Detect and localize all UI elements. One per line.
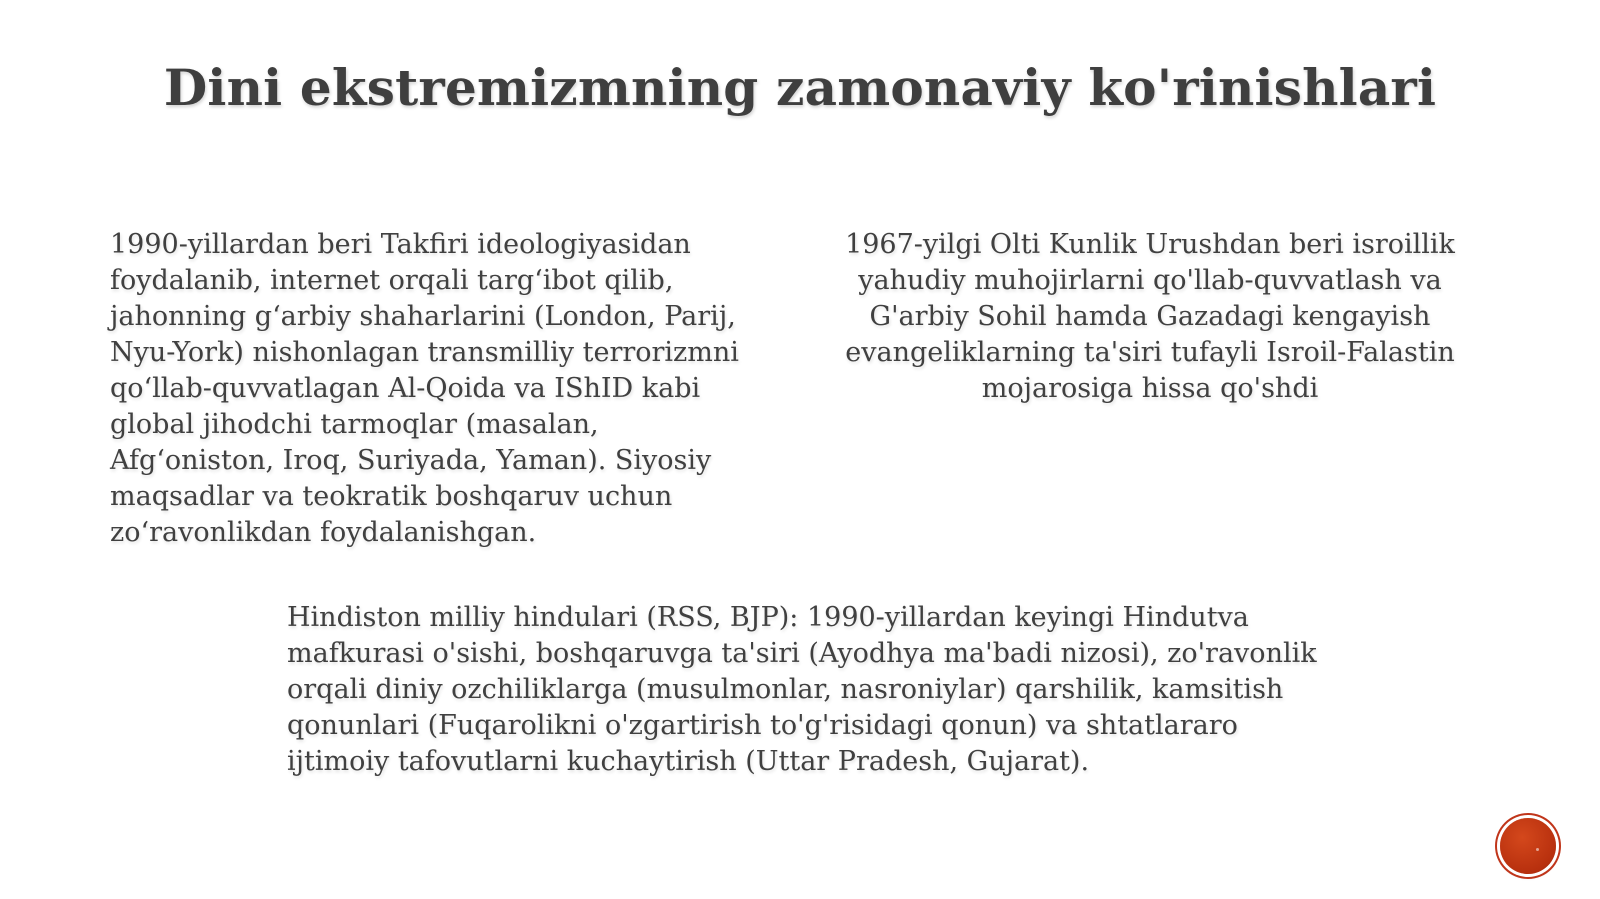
next-slide-circle-icon[interactable] bbox=[1500, 818, 1556, 874]
bottom-text-block: Hindiston milliy hindulari (RSS, BJP): 1990-yillardan keyingi Hindutva mafkurasi o'sishi, boshqaruvga ta'siri (Ayodhya ma'badi nizosi), zo'ravonlik orqali diniy ozchiliklarga (musulmonlar, nasroniylar) qarshilik, kamsitish qonunlari (Fuqarolikni o'zgartirish to'g'risidagi qonun) va shtatlararo ijtimoiy tafovutlarni kuchaytirish (Uttar Pradesh, Gujarat). bbox=[287, 602, 1317, 777]
slide-title: Dini ekstremizmning zamonaviy ko'rinishlari bbox=[163, 58, 1437, 117]
left-text-block: 1990-yillardan beri Takfiri ideologiyasidan foydalanib, internet orqali targ‘ibot qilib, jahonning g‘arbiy shaharlarini (London, Parij, Nyu-York) nishonlagan transmilliy terrorizmni qo‘llab-quvvatlagan Al-Qoida va IShID kabi global jihodchi tarmoqlar (masalan, Afg‘oniston, Iroq, Suriyada, Yaman). Siyosiy maqsadlar va teokratik boshqaruv uchun zo‘ravonlikdan foydalanishgan. bbox=[110, 229, 739, 548]
right-text-block: 1967-yilgi Olti Kunlik Urushdan beri isroillik yahudiy muhojirlarni qo'llab-quvvatlash va G'arbiy Sohil hamda Gazadagi kengayish evangeliklarning ta'siri tufayli Isroil-Falastin mojarosiga hissa qo'shdi bbox=[845, 229, 1455, 404]
button-highlight bbox=[1536, 848, 1539, 851]
